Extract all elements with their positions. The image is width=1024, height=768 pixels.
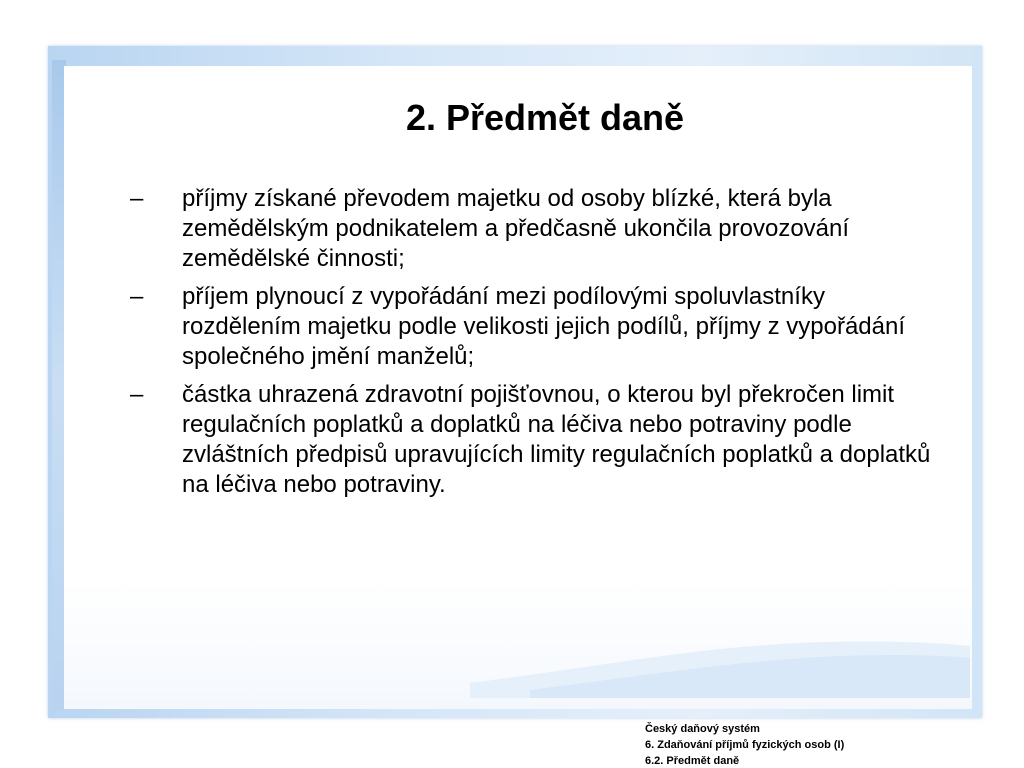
list-item-text: příjmy získané převodem majetku od osoby blízké, která byla zemědělským podnikatelem a předčasně ukončila provozování zemědělské činnosti; [182,185,850,272]
list-item-text: částka uhrazená zdravotní pojišťovnou, o kterou byl překročen limit regulačních poplatků a doplatků na léčiva nebo potraviny podle zvláštních předpisů upravujících limity regulačních poplatků a doplatků na léčiva nebo potraviny. [182,381,931,498]
footer-chapter: 6. Zdaňování příjmů fyzických osob (I) [645,739,845,751]
list-item [130,380,940,500]
slide-title: 2. Předmět daně [405,97,685,138]
dash-bullet: – [130,381,144,408]
list-item [130,282,940,372]
slide-footer [645,721,844,768]
bullet-list [130,184,940,508]
list-item [130,184,940,274]
list-item-text: příjem plynoucí z vypořádání mezi podílovými spoluvlastníky rozdělením majetku podle velikosti jejich podílů, příjmy z vypořádání společného jmění manželů; [182,283,906,370]
dash-bullet: – [130,185,144,212]
footer-section: 6.2. Předmět daně [645,755,740,767]
dash-bullet: – [130,283,144,310]
footer-course-title: Český daňový systém [645,723,760,735]
